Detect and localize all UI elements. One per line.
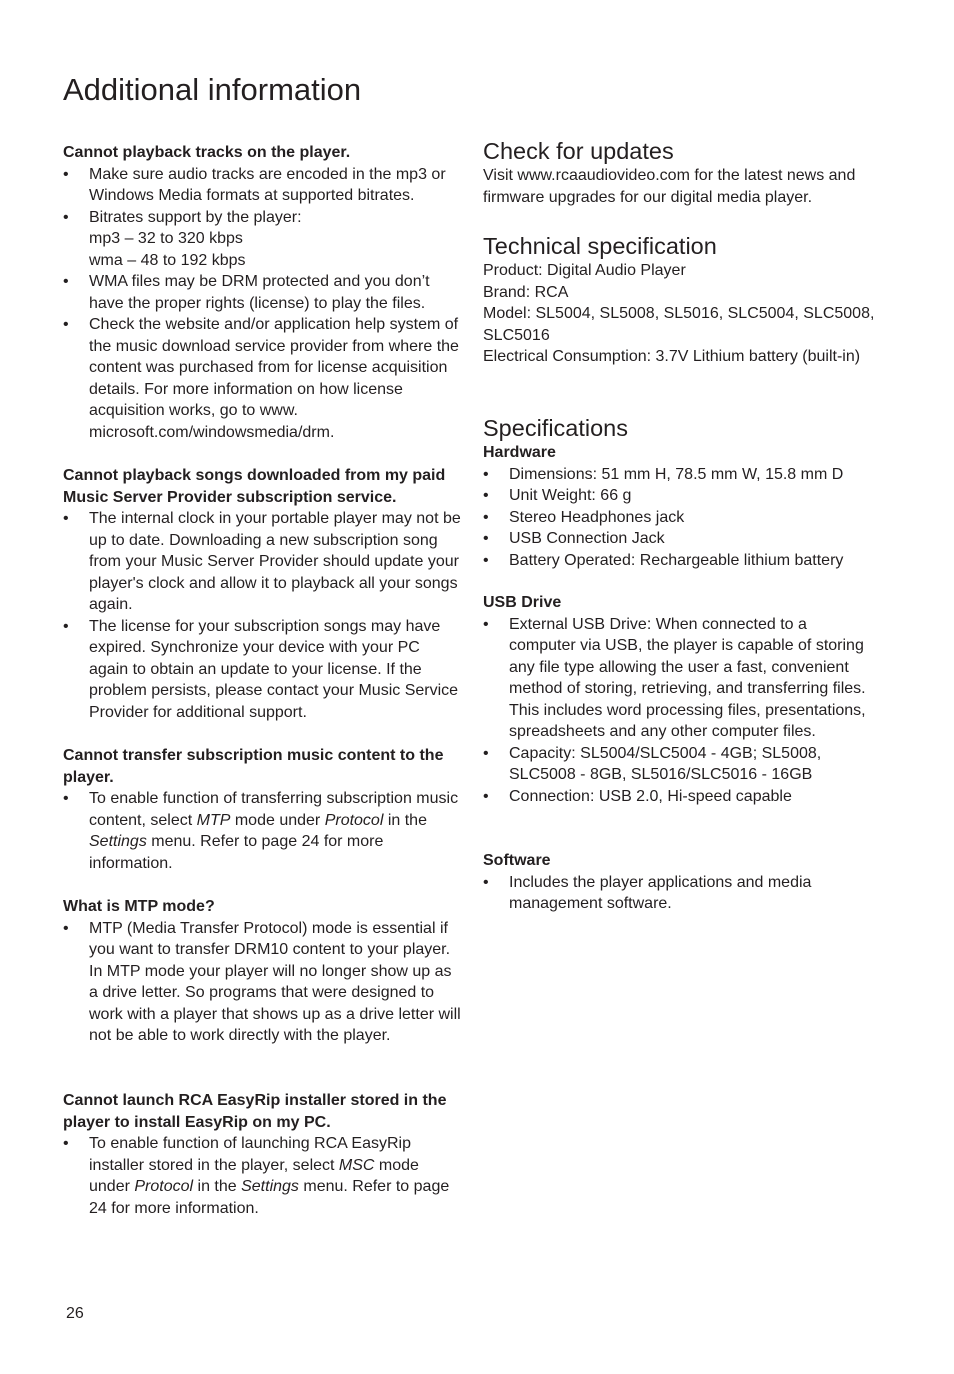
section-heading: Cannot transfer subscription music content to the player.: [63, 747, 444, 786]
text: in the: [383, 811, 427, 829]
page-title: Additional information: [63, 72, 362, 107]
list-item: [63, 788, 463, 874]
software-heading: Software: [483, 852, 551, 869]
section-check-updates: [483, 137, 878, 208]
section-heading: Cannot playback tracks on the player.: [63, 144, 351, 161]
section-mtp-mode: [63, 896, 463, 1047]
bitrate-wma: wma – 48 to 192 kbps: [89, 251, 246, 269]
list-item: [63, 207, 463, 272]
list-item: [63, 1133, 463, 1219]
list-item-text: Bitrates support by the player:: [89, 208, 302, 226]
spec-model: Model: SL5004, SL5008, SL5016, SLC5004, SLC5008, SLC5016: [483, 305, 875, 344]
list-item: • USB Connection Jack: [483, 528, 878, 550]
text: mode under: [230, 811, 325, 829]
page-number: 26: [66, 1305, 84, 1322]
list-item: • Battery Operated: Rechargeable lithium battery: [483, 550, 878, 572]
text: To enable function of transferring subscription music content, select: [89, 790, 459, 829]
text: MSC: [338, 1156, 375, 1174]
text: menu. Refer to page 24 for more information.: [89, 833, 384, 872]
text: in the: [193, 1178, 242, 1195]
spec-product: Product: Digital Audio Player: [483, 262, 686, 279]
section-heading: What is MTP mode?: [63, 898, 215, 915]
list-item: • Capacity: SL5004/SLC5004 - 4GB; SL5008, SLC5008 - 8GB, SL5016/SLC5016 - 16GB: [483, 743, 878, 786]
section-usb-drive: [483, 592, 878, 807]
list-item: • Unit Weight: 66 g: [483, 485, 878, 507]
updates-text: Visit www.rcaaudiovideo.com for the latest news and firmware upgrades for our digital media player.: [483, 167, 856, 206]
hardware-heading: Hardware: [483, 444, 556, 461]
list-item: • Connection: USB 2.0, Hi-speed capable: [483, 786, 878, 808]
text: Settings: [241, 1178, 299, 1195]
spec-brand: Brand: RCA: [483, 283, 569, 301]
usb-heading: USB Drive: [483, 594, 562, 611]
section-technical-spec: [483, 232, 878, 368]
list-item: • The license for your subscription songs may have expired. Synchronize your device with your PC again to obtain an update to your license. If the problem persists, please contact your Music Service Provider for additional support.: [63, 616, 463, 724]
bitrate-mp3: mp3 – 32 to 320 kbps: [89, 230, 243, 247]
section-cannot-playback-songs: [63, 465, 463, 723]
text: menu. Refer to page 24 for more information.: [89, 1178, 450, 1217]
text: Protocol: [324, 811, 384, 829]
list-item: • Stereo Headphones jack: [483, 507, 878, 529]
section-heading: Specifications: [483, 415, 628, 441]
spec-electrical: Electrical Consumption: 3.7V Lithium battery (built-in): [483, 348, 861, 365]
list-item: • The internal clock in your portable player may not be up to date. Downloading a new subscription song from your Music Server Provider should update your player's clock and allow it to playback all your songs again.: [63, 508, 463, 616]
list-item: • External USB Drive: When connected to a computer via USB, the player is capable of storing any file type allowing the user a fast, convenient method of storing, retrieving, and transferring files. This includes word processing files, presentations, spreadsheets and any other computer files.: [483, 614, 878, 743]
section-cannot-transfer: [63, 745, 463, 874]
list-item: • MTP (Media Transfer Protocol) mode is essential if you want to transfer DRM10 content to your player. In MTP mode your player will no longer show up as a drive letter. So programs that were designed to work with a player that shows up as a drive letter will not be able to work directly with the player.: [63, 918, 463, 1047]
list-item: • Check the website and/or application help system of the music download service provider from where the content was purchased from for license acquisition details. For more information on how license acquisition works, go to www. microsoft.com/windowsmedia/drm.: [63, 314, 463, 443]
section-heading: Cannot playback songs downloaded from my paid Music Server Provider subscription service.: [63, 467, 446, 506]
section-heading: Cannot launch RCA EasyRip installer stored in the player to install EasyRip on my PC.: [63, 1092, 447, 1131]
text: MTP: [196, 811, 231, 829]
section-easyrip: [63, 1090, 463, 1219]
section-cannot-playback-tracks: [63, 142, 463, 443]
text: mode under: [89, 1156, 419, 1195]
list-item: • WMA files may be DRM protected and you don’t have the proper rights (license) to play the files.: [63, 271, 463, 314]
section-software: [483, 850, 878, 915]
section-specifications: [483, 414, 878, 571]
text: Protocol: [134, 1178, 194, 1195]
list-item: • Includes the player applications and media management software.: [483, 872, 878, 915]
text: To enable function of launching RCA EasyRip installer stored in the player, select: [89, 1135, 411, 1174]
list-item: • Dimensions: 51 mm H, 78.5 mm W, 15.8 mm D: [483, 464, 878, 486]
text: Settings: [89, 833, 147, 850]
section-heading: Technical specification: [483, 233, 717, 259]
list-item: • Make sure audio tracks are encoded in the mp3 or Windows Media formats at supported bitrates.: [63, 164, 463, 207]
section-heading: Check for updates: [483, 138, 674, 164]
